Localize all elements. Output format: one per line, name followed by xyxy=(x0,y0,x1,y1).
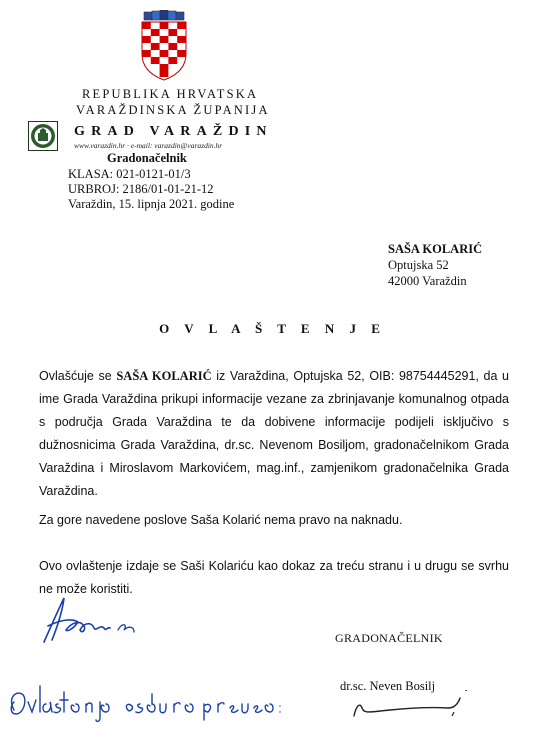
p1-name: SAŠA KOLARIĆ xyxy=(116,369,212,383)
recipient-signature xyxy=(38,592,148,646)
city-seal-icon xyxy=(28,121,58,151)
recipient-street: Optujska 52 xyxy=(388,258,449,272)
paragraph-compensation: Za gore navedene poslove Saša Kolarić nema pravo na naknadu. xyxy=(39,513,403,527)
city-name: GRAD VARAŽDIN xyxy=(74,124,273,139)
document-title: O V L A Š T E N J E xyxy=(159,321,386,336)
urbroj: URBROJ: 2186/01-01-21-12 xyxy=(68,182,214,196)
signature-role: GRADONAČELNIK xyxy=(335,631,443,645)
recipient-name: SAŠA KOLARIĆ xyxy=(388,242,483,256)
klasa: KLASA: 021-0121-01/3 xyxy=(68,167,191,181)
office-label: Gradonačelnik xyxy=(107,151,187,165)
p1-start: Ovlašćuje se xyxy=(39,369,117,383)
coat-of-arms-icon xyxy=(136,10,192,82)
mayor-signature xyxy=(350,690,470,726)
handwritten-note xyxy=(0,680,290,730)
county-label: VARAŽDINSKA ŽUPANIJA xyxy=(76,103,270,117)
paragraph-authorization xyxy=(39,365,509,503)
paragraph-purpose: Ovo ovlaštenje izdaje se Saši Kolariću kao dokaz za treću stranu i u drugu se svrhu ne može koristiti. xyxy=(39,559,509,596)
signature-name: dr.sc. Neven Bosilj xyxy=(340,679,436,693)
p1-rest: iz Varaždina, Optujska 52, OIB: 98754445291, da u ime Grada Varaždina prikupi informacije vezane za zbrinjavanje komunalnog otpada s područja Grada Varaždina te da dobivene informacije podijeli isključivo s dužnosnicima Grada Varaždina, dr.sc. Nevenom Bosiljom, gradonačelnikom Grada Varaždina i Miroslavom Markovićem, mag.inf., zamjenikom gradonačelnika Grada Varaždina. xyxy=(39,369,510,498)
place-date: Varaždin, 15. lipnja 2021. godine xyxy=(68,197,235,211)
city-contact: www.varazdin.hr · e-mail: varazdin@varazdin.hr xyxy=(74,141,223,150)
republic-label: REPUBLIKA HRVATSKA xyxy=(82,87,259,101)
recipient-city: 42000 Varaždin xyxy=(388,274,467,288)
